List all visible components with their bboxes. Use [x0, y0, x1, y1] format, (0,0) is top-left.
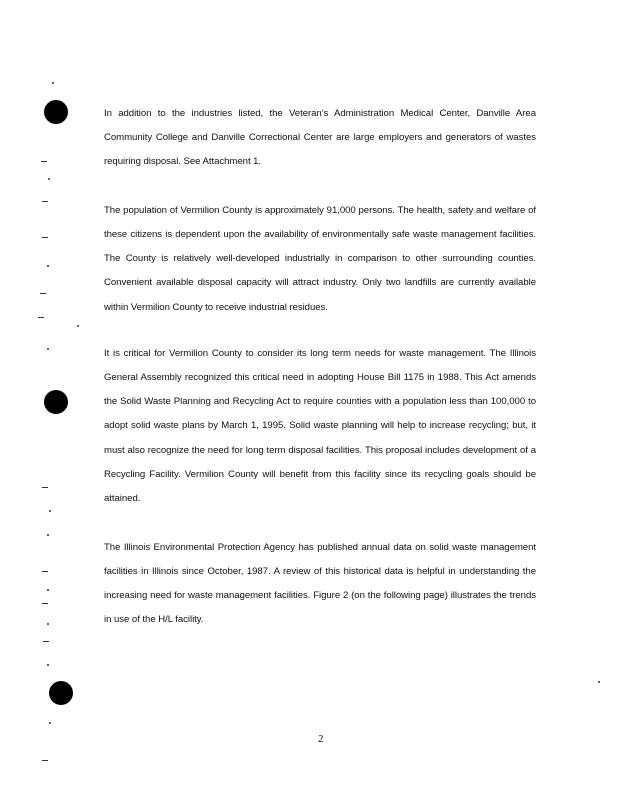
scan-speck: [49, 510, 51, 512]
punch-hole-top: [44, 100, 68, 124]
scan-speck: [47, 265, 49, 267]
scan-speck: [47, 664, 49, 666]
page-number: 2: [318, 733, 324, 745]
scan-speck: [38, 317, 44, 318]
scan-speck: [41, 161, 47, 162]
scan-speck: [43, 641, 49, 642]
punch-hole-bottom: [49, 681, 73, 705]
scan-speck: [42, 571, 48, 572]
scan-speck: [77, 325, 79, 327]
scan-speck: [42, 201, 48, 202]
scan-speck: [52, 82, 54, 84]
paragraph-long-term-needs: It is critical for Vermilion County to consider its long term needs for waste management. The Illinois General Assembly recognized this critical need in adopting House Bill 1175 in 1988. This Act amends the Solid Waste Planning and Recycling Act to require counties with a population less than 100,000 to adopt solid waste plans by March 1, 1995. Solid waste planning will help to increase recycling; but, it must also recognize the need for long term disposal facilities. This proposal includes development of a Recycling Facility. Vermilion County will benefit from this facility since its recycling goals should be attained.: [104, 347, 536, 505]
scan-speck: [42, 487, 48, 488]
scan-speck: [40, 293, 46, 294]
paragraph-employers: In addition to the industries listed, the Veteran's Administration Medical Center, Danville Area Community College and Danville Correctional Center are large employers and generators of wastes requiring disposal. See Attachment 1.: [104, 107, 536, 168]
scan-speck: [47, 623, 49, 625]
scan-speck: [49, 722, 51, 724]
scan-speck: [42, 603, 48, 604]
scan-speck: [47, 589, 49, 591]
scan-speck: [42, 237, 48, 238]
scan-speck: [47, 348, 49, 350]
scan-speck: [48, 178, 50, 180]
punch-hole-middle: [44, 390, 68, 414]
scan-speck: [598, 681, 600, 683]
paragraph-population: The population of Vermilion County is approximately 91,000 persons. The health, safety and welfare of these citizens is dependent upon the availability of environmentally safe waste management facilities. The County is relatively well-developed industrially in comparison to other surrounding counties. Convenient available disposal capacity will attract industry. Only two landfills are currently available within Vermilion County to receive industrial residues.: [104, 204, 536, 313]
scan-speck: [47, 534, 49, 536]
paragraph-iepa-data: The Illinois Environmental Protection Agency has published annual data on solid waste management facilities in Illinois since October, 1987. A review of this historical data is helpful in understanding the increasing need for waste management facilities. Figure 2 (on the following page) illustrates the trends in use of the H/L facility.: [104, 541, 536, 626]
scan-speck: [42, 760, 48, 761]
